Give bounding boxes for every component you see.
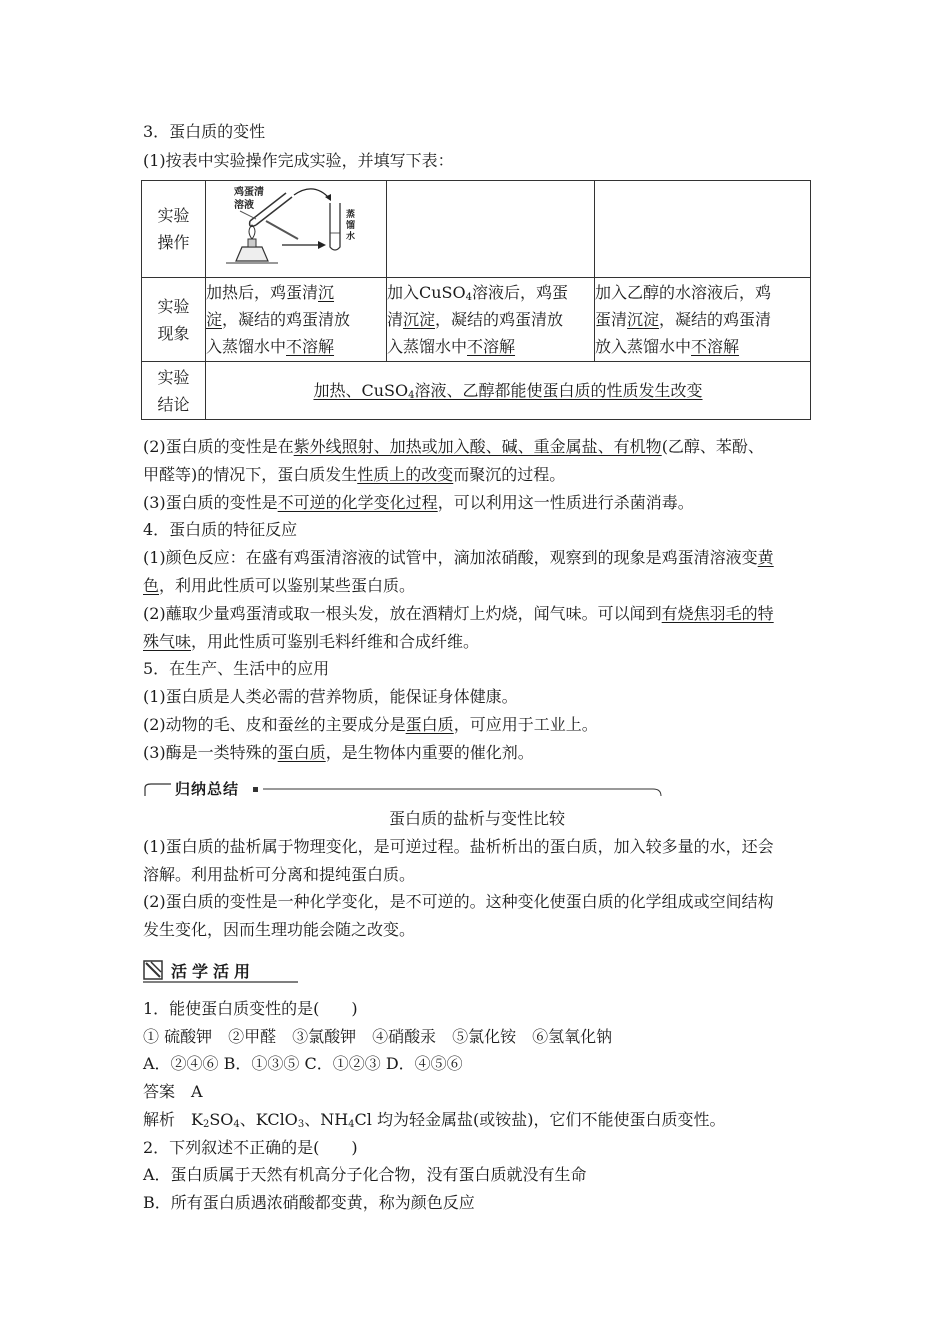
cell-text: 放入蒸馏水中 [595, 337, 692, 356]
paragraph: (1)蛋白质的盐析属于物理变化，是可逆过程。盐析析出的蛋白质，加入较多量的水，还会 [143, 837, 774, 856]
phenomenon-ethanol [595, 278, 811, 362]
answer-blank: 不可逆的化学变化过程 [277, 493, 438, 512]
cell-text: 入蒸馏水中 [387, 337, 468, 356]
row-header-line: 实验 [157, 296, 190, 316]
cell-text: 加入乙醇的水溶液后，鸡 [595, 283, 772, 302]
question-2: 2．下列叙述不正确的是( ) [143, 1138, 358, 1157]
subscript: 4 [465, 292, 473, 303]
alcohol-lamp-icon [226, 225, 278, 263]
figure-label-water: 蒸馏水 [346, 210, 356, 242]
answer-blank: 蛋白质 [277, 743, 326, 762]
table-row-conclusion [142, 362, 811, 420]
row-header-operation [142, 181, 206, 278]
conclusion-cell [206, 362, 811, 420]
answer-blank: 黄 [757, 548, 774, 567]
figure-label-solution: 溶液 [234, 200, 254, 211]
paragraph: 溶解。利用盐析可分离和提纯蛋白质。 [143, 865, 416, 884]
question-1: 1．能使蛋白质变性的是( ) [143, 999, 358, 1018]
row-header-line: 实验 [157, 206, 190, 225]
paragraph: 甲醛等)的情况下，蛋白质发生性质上的改变而聚沉的过程。 [143, 465, 566, 484]
cell-text: ，凝结的鸡蛋清放 [435, 310, 564, 329]
conclusion-answer: 加热、CuSO$_4$溶液、乙醇都能使蛋白质的性质发生改变 [313, 381, 703, 401]
question-2-option-a: A．蛋白质属于天然有机高分子化合物，没有蛋白质就没有生命 [143, 1165, 587, 1184]
experiment-cell-empty [387, 181, 595, 278]
answer-blank: 殊气味 [143, 632, 192, 651]
paragraph: (2)蛋白质的变性是在紫外线照射、加热或加入酸、碱、重金属盐、有机物(乙醇、苯酚、 [143, 437, 764, 456]
row-header-phenomenon [142, 278, 206, 362]
answer-blank: 蛋白质 [405, 715, 454, 734]
table-row-phenomenon [142, 278, 811, 362]
question-1-items: ① 硫酸钾 ②甲醛 ③氯酸钾 ④硝酸汞 ⑤氯化铵 ⑥氢氧化钠 [143, 1027, 613, 1046]
section5-heading: 5．在生产、生活中的应用 [143, 659, 330, 678]
cell-text: 清 [387, 310, 404, 329]
question-1-options: A．②④⑥ B．①③⑤ C．①②③ D．④⑤⑥ [143, 1054, 463, 1073]
figure-label-egg: 鸡蛋清 [234, 187, 264, 198]
cell-text: 入蒸馏水中 [206, 337, 287, 356]
section3-intro: (1)按表中实验操作完成实验，并填写下表： [143, 151, 454, 170]
question-1-explanation: 解析 $K_2SO_4$、KClO$_3$、$NH_4Cl$ 均为轻金属盐(或铵盐)，它们不能使蛋白质变性。 [143, 1110, 726, 1130]
answer-blank: 沉 [318, 283, 335, 302]
cell-text: ，凝结的鸡蛋清 [659, 310, 772, 329]
answer-blank: 色 [143, 576, 160, 595]
answer-blank: 紫外线照射、加热或加入酸、碱、重金属盐、有机物 [293, 437, 662, 456]
paragraph: (3)酶是一类特殊的蛋白质，是生物体内重要的催化剂。 [143, 743, 534, 762]
paragraph: (1)蛋白质是人类必需的营养物质，能保证身体健康。 [143, 687, 518, 706]
practice-tag [143, 958, 298, 984]
paragraph: (2)蛋白质的变性是一种化学变化，是不可逆的。这种变化使蛋白质的化学组成或空间结构 [143, 892, 774, 911]
cell-text: 加热后，鸡蛋清 [206, 283, 319, 302]
question-1-answer: 答案 A [143, 1082, 203, 1101]
cell-text: ，凝结的鸡蛋清放 [222, 310, 351, 329]
summary-tag-title: 归纳总结 [175, 780, 240, 798]
paragraph: (2)动物的毛、皮和蚕丝的主要成分是蛋白质，可应用于工业上。 [143, 715, 598, 734]
question-2-option-b: B．所有蛋白质遇浓硝酸都变黄，称为颜色反应 [143, 1193, 475, 1212]
paragraph: 色，利用此性质可以鉴别某些蛋白质。 [143, 576, 416, 595]
answer-blank: 不溶解 [286, 337, 335, 356]
paragraph: 发生变化，因而生理功能会随之改变。 [143, 920, 416, 939]
row-header-line: 操作 [157, 233, 190, 252]
row-header-line: 实验 [157, 367, 190, 387]
answer-blank: 不溶解 [467, 337, 516, 356]
cell-text: 加入CuSO [387, 283, 466, 302]
experiment-table [141, 180, 811, 420]
cell-text: 蛋清 [595, 310, 628, 329]
practice-tag-title: 活学活用 [171, 962, 256, 981]
experiment-figure-cell [206, 181, 387, 278]
answer-blank: 不溶解 [691, 337, 740, 356]
arrowhead-icon [318, 241, 326, 249]
row-header-line: 结论 [157, 394, 190, 414]
upright-test-tube-icon [330, 203, 340, 250]
summary-title: 蛋白质的盐析与变性比较 [389, 809, 566, 828]
summary-tag [143, 778, 663, 804]
row-header-conclusion [142, 362, 206, 420]
answer-blank: 沉淀 [403, 310, 436, 329]
paragraph: (3)蛋白质的变性是不可逆的化学变化过程，可以利用这一性质进行杀菌消毒。 [143, 493, 694, 512]
answer-blank: 有烧焦羽毛的特 [661, 604, 774, 623]
section3-heading: 3．蛋白质的变性 [143, 122, 266, 141]
phenomenon-cuso4 [387, 278, 595, 362]
cell-text: 溶液后，鸡蛋 [472, 283, 569, 302]
phenomenon-heating [206, 278, 387, 362]
answer-blank: 淀 [206, 310, 223, 329]
answer-blank: 沉淀 [627, 310, 660, 329]
curved-arrow-icon [294, 189, 330, 199]
paragraph: (2)蘸取少量鸡蛋清或取一根头发，放在酒精灯上灼烧，闻气味。可以闻到有烧焦羽毛的特 [143, 604, 774, 623]
paragraph: 殊气味，用此性质可鉴别毛料纤维和合成纤维。 [143, 632, 480, 651]
heating-apparatus-figure [206, 181, 386, 269]
table-row-operation [142, 181, 811, 278]
row-header-line: 现象 [157, 323, 190, 343]
experiment-cell-empty [595, 181, 811, 278]
section4-heading: 4．蛋白质的特征反应 [143, 520, 298, 539]
paragraph: (1)颜色反应：在盛有鸡蛋清溶液的试管中，滴加浓硝酸，观察到的现象是鸡蛋清溶液变黄 [143, 548, 774, 567]
answer-blank: 性质上的改变 [357, 465, 454, 484]
